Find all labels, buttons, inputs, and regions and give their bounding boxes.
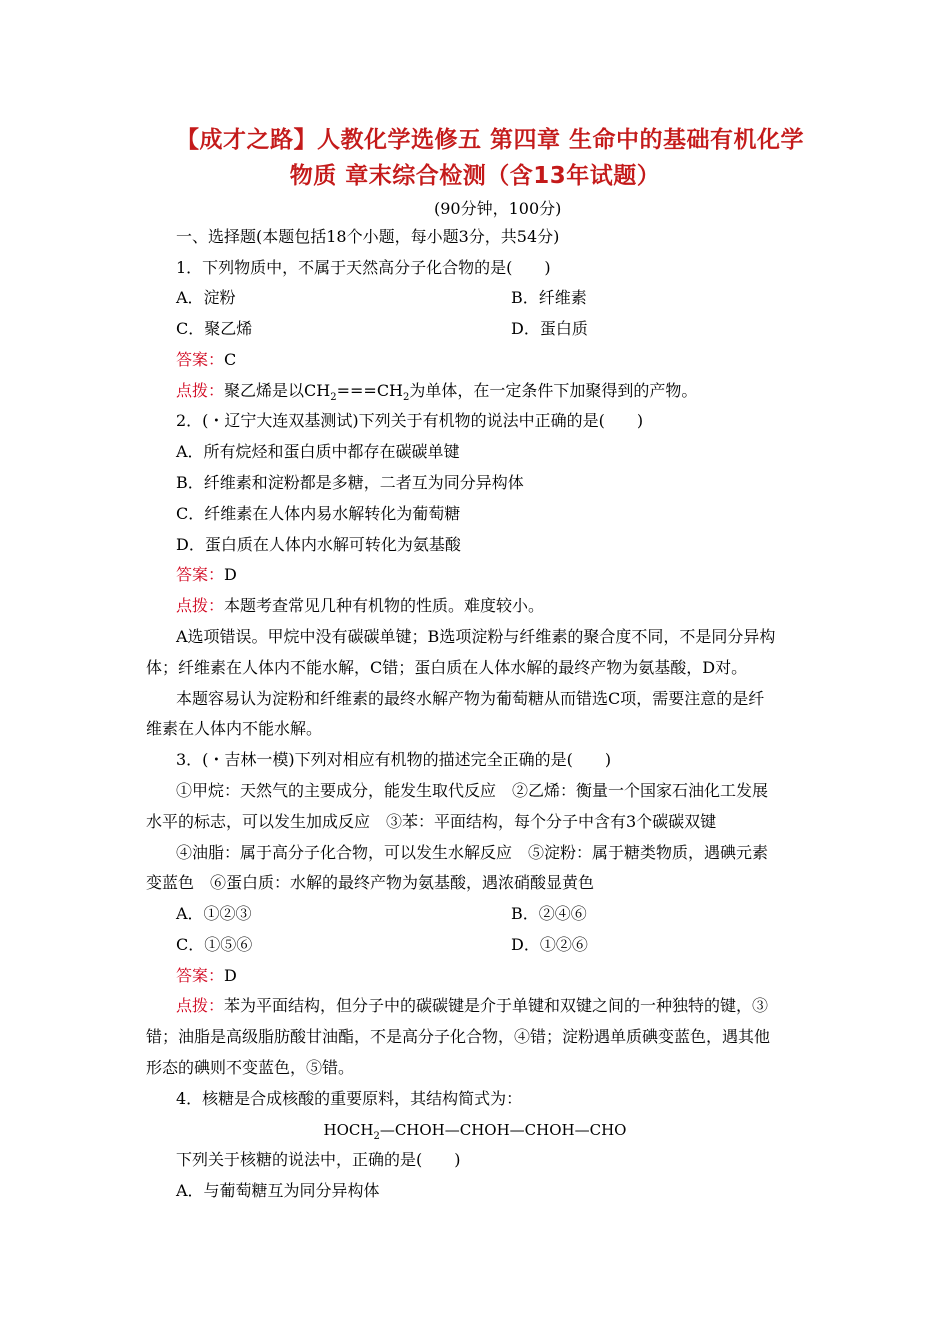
hint-label: 点拨：: [176, 996, 225, 1015]
answer-label: 答案：: [176, 565, 225, 584]
q2-explanation-line: 维素在人体内不能水解。: [146, 719, 323, 738]
q3-statement-line: ①甲烷：天然气的主要成分，能发生取代反应 ②乙烯：衡量一个国家石油化工发展: [176, 781, 769, 800]
q1-option-d: D．蛋白质: [511, 319, 588, 338]
q3-answer: [176, 966, 237, 986]
q4-option-a: A．与葡萄糖互为同分异构体: [176, 1181, 380, 1200]
document-title-line2: 物质 章末综合检测（含13年试题）: [289, 163, 661, 189]
q2-option-a: A．所有烷烃和蛋白质中都存在碳碳单键: [176, 442, 460, 461]
q1-hint: [176, 381, 698, 404]
q3-hint-line: 错；油脂是高级脂肪酸甘油酯，不是高分子化合物，④错；淀粉遇单质碘变蓝色，遇其他: [146, 1027, 771, 1046]
answer-value: C: [224, 350, 237, 369]
answer-value: D: [224, 565, 237, 584]
hint-text: 本题考查常见几种有机物的性质。难度较小。: [224, 596, 545, 615]
q1-stem: 1．下列物质中，不属于天然高分子化合物的是( ): [176, 258, 551, 277]
q2-answer: [176, 565, 237, 585]
answer-label: 答案：: [176, 966, 225, 985]
q2-option-b: B．纤维素和淀粉都是多糖，二者互为同分异构体: [176, 473, 524, 492]
q2-stem: 2．(・辽宁大连双基测试)下列关于有机物的说法中正确的是( ): [176, 411, 644, 430]
q1-option-a: A．淀粉: [176, 288, 236, 307]
q3-statement-line: 水平的标志，可以发生加成反应 ③苯：平面结构，每个分子中含有3个碳碳双键: [146, 812, 717, 831]
subscript: 2: [330, 392, 337, 404]
q2-option-d: D．蛋白质在人体内水解可转化为氨基酸: [176, 535, 461, 554]
subscript: 2: [403, 392, 410, 404]
q3-statement-line: ④油脂：属于高分子化合物，可以发生水解反应 ⑤淀粉：属于糖类物质，遇碘元素: [176, 843, 769, 862]
q1-option-b: B．纤维素: [511, 288, 587, 307]
q3-option-d: D．①②⑥: [511, 935, 588, 954]
q2-explanation-line: 体；纤维素在人体内不能水解，C错；蛋白质在人体水解的最终产物为氨基酸，D对。: [146, 658, 748, 677]
q3-statement-line: 变蓝色 ⑥蛋白质：水解的最终产物为氨基酸，遇浓硝酸显黄色: [146, 873, 595, 892]
q2-explanation-line: A选项错误。甲烷中没有碳碳单键；B选项淀粉与纤维素的聚合度不同，不是同分异构: [176, 627, 776, 646]
q2-option-c: C．纤维素在人体内易水解转化为葡萄糖: [176, 504, 461, 523]
document-title-line1: 【成才之路】人教化学选修五 第四章 生命中的基础有机化学: [175, 127, 804, 153]
q2-hint: [176, 596, 544, 616]
hint-label: 点拨：: [176, 381, 225, 400]
q3-stem: 3．(・吉林一模)下列对相应有机物的描述完全正确的是( ): [176, 750, 612, 769]
q3-option-c: C．①⑤⑥: [176, 935, 253, 954]
q3-hint-line: 形态的碘则不变蓝色，⑤错。: [146, 1058, 355, 1077]
q4-stem: 4．核糖是合成核酸的重要原料，其结构简式为：: [176, 1089, 523, 1108]
q1-option-c: C．聚乙烯: [176, 319, 253, 338]
q1-answer: [176, 350, 236, 370]
q4-structural-formula: [0, 1120, 950, 1140]
q4-question: 下列关于核糖的说法中，正确的是( ): [176, 1150, 461, 1169]
q3-hint: [176, 996, 768, 1016]
hint-label: 点拨：: [176, 596, 225, 615]
q3-option-b: B．②④⑥: [511, 904, 587, 923]
hint-text: 聚乙烯是以CH: [224, 381, 331, 400]
answer-value: D: [224, 966, 237, 985]
hint-text: 苯为平面结构，但分子中的碳碳键是介于单键和双键之间的一种独特的键，③: [224, 996, 769, 1015]
q2-explanation-line: 本题容易认为淀粉和纤维素的最终水解产物为葡萄糖从而错选C项，需要注意的是纤: [176, 689, 765, 708]
answer-label: 答案：: [176, 350, 225, 369]
hint-text: 为单体，在一定条件下加聚得到的产物。: [409, 381, 698, 400]
hint-text: ===CH: [336, 381, 404, 400]
subscript: 2: [373, 1131, 380, 1142]
time-score: (90分钟，100分): [434, 199, 562, 218]
q3-option-a: A．①②③: [176, 904, 252, 923]
formula-text: —CHOH—CHOH—CHOH—CHO: [379, 1121, 627, 1139]
section-heading: 一、选择题(本题包括18个小题，每小题3分，共54分): [176, 227, 560, 246]
formula-text: HOCH: [323, 1121, 374, 1139]
